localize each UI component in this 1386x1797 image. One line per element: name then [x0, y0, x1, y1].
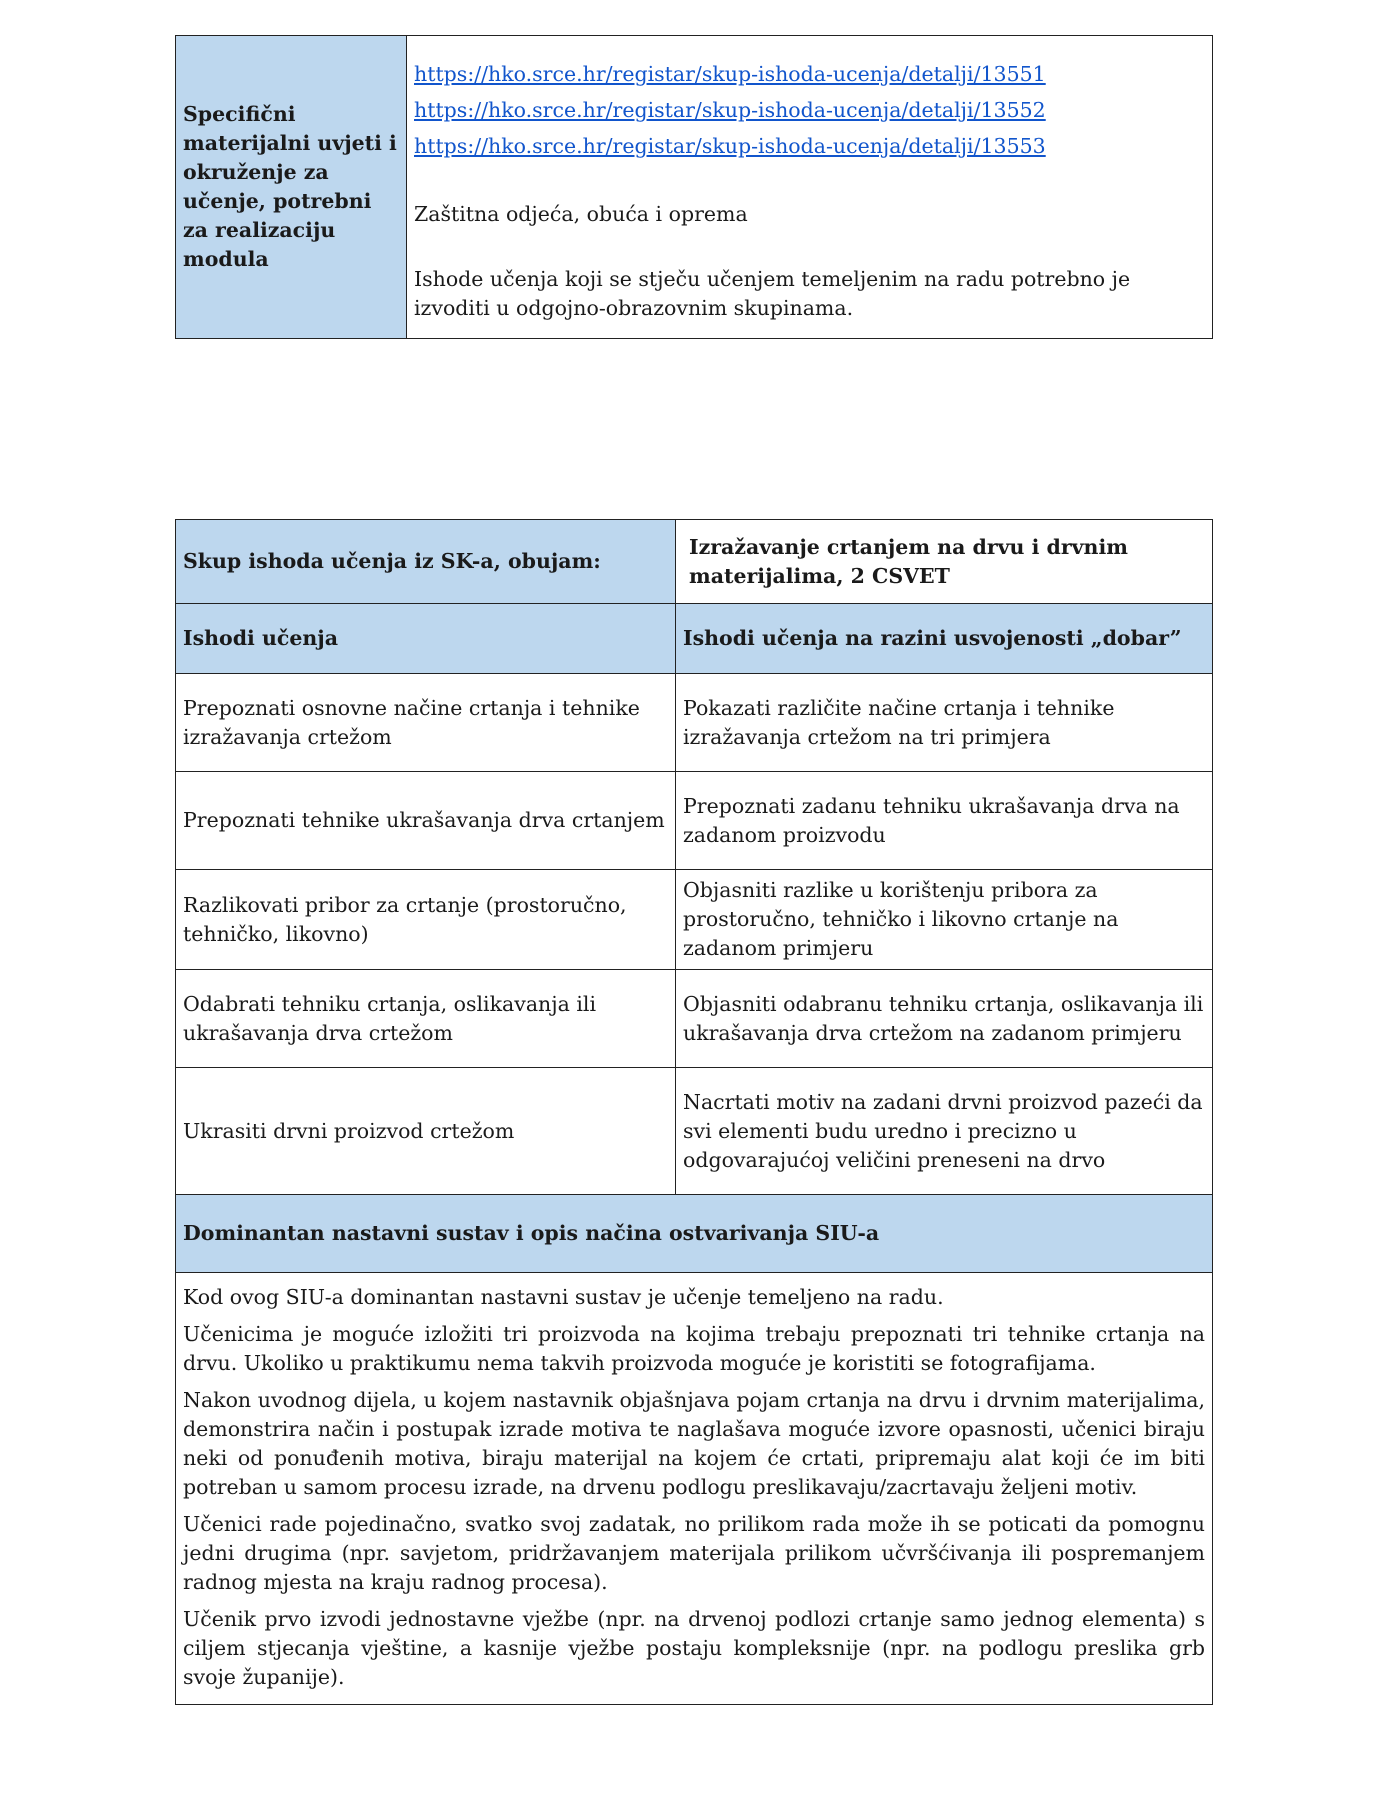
- hko-link-3[interactable]: https://hko.srce.hr/registar/skup-ishoda-ucenja/detalji/13553: [414, 134, 1046, 158]
- dominant-system-body-row: [176, 1273, 1213, 1705]
- materials-row: [176, 36, 1213, 339]
- outcome-cell: Razlikovati pribor za crtanje (prostoručno, tehničko, likovno): [176, 870, 676, 970]
- good-level-cell: Prepoznati zadanu tehniku ukrašavanja drva na zadanom proizvodu: [676, 772, 1213, 870]
- outcome-cell: Ukrasiti drvni proizvod crtežom: [176, 1068, 676, 1195]
- outcome-cell: Odabrati tehniku crtanja, oslikavanja ili ukrašavanja drva crtežom: [176, 970, 676, 1068]
- materials-label: Specifični materijalni uvjeti i okruženje za učenje, potrebni za realizaciju modula: [176, 36, 407, 339]
- good-level-cell: Objasniti razlike u korištenju pribora za prostoručno, tehničko i likovno crtanje na zadanom primjeru: [676, 870, 1213, 970]
- hko-link-1[interactable]: https://hko.srce.hr/registar/skup-ishoda-ucenja/detalji/13551: [414, 62, 1046, 86]
- column-titles-row: [176, 604, 1213, 674]
- equipment-text: Zaštitna odjeća, obuća i oprema: [414, 202, 748, 226]
- good-level-cell: Objasniti odabranu tehniku crtanja, oslikavanja ili ukrašavanja drva crtežom na zadanom primjeru: [676, 970, 1213, 1068]
- outcome-set-header-row: [176, 520, 1213, 604]
- table-row: [176, 870, 1213, 970]
- table-row: [176, 674, 1213, 772]
- group-note-text: Ishode učenja koji se stječu učenjem temeljenim na radu potrebno je izvoditi u odgojno-obrazovnim skupinama.: [414, 267, 1131, 320]
- outcome-set-label: Skup ishoda učenja iz SK-a, obujam:: [176, 520, 676, 604]
- good-level-cell: Pokazati različite načine crtanja i tehnike izražavanja crtežom na tri primjera: [676, 674, 1213, 772]
- table-row: [176, 1068, 1213, 1195]
- description-paragraph: Učenicima je moguće izložiti tri proizvoda na kojima trebaju prepoznati tri tehnike crtanja na drvu. Ukoliko u praktikumu nema takvih proizvoda moguće je koristiti se fotografijama.: [183, 1322, 1205, 1375]
- description-paragraph: Kod ovog SIU-a dominantan nastavni sustav je učenje temeljeno na radu.: [183, 1285, 944, 1309]
- description-paragraph: Učenik prvo izvodi jednostavne vježbe (npr. na drvenoj podlozi crtanje samo jednog elementa) s ciljem stjecanja vještine, a kasnije vježbe postaju kompleksnije (npr. na podlogu preslika grb svoje županije).: [183, 1607, 1205, 1689]
- table-row: [176, 772, 1213, 870]
- dominant-system-title: Dominantan nastavni sustav i opis načina ostvarivanja SIU-a: [176, 1195, 1213, 1273]
- good-level-cell: Nacrtati motiv na zadani drvni proizvod pazeći da svi elementi budu uredno i precizno u odgovarajućoj veličini preneseni na drvo: [676, 1068, 1213, 1195]
- materials-table: [175, 35, 1213, 339]
- table-row: [176, 970, 1213, 1068]
- dominant-system-description: [176, 1273, 1213, 1705]
- learning-outcomes-table: [175, 519, 1213, 1705]
- description-paragraph: Nakon uvodnog dijela, u kojem nastavnik objašnjava pojam crtanja na drvu i drvnim materijalima, demonstrira način i postupak izrade motiva te naglašava moguće izvore opasnosti, učenici biraju neki od ponuđenih motiva, biraju materijal na kojem će crtati, pripremaju alat koji će im biti potreban u samom procesu izrade, na drvenu podlogu preslikavaju/zacrtavaju željeni motiv.: [183, 1388, 1205, 1499]
- hko-link-2[interactable]: https://hko.srce.hr/registar/skup-ishoda-ucenja/detalji/13552: [414, 98, 1046, 122]
- materials-content: [407, 36, 1213, 339]
- outcome-set-value: Izražavanje crtanjem na drvu i drvnim materijalima, 2 CSVET: [676, 520, 1213, 604]
- outcome-cell: Prepoznati tehnike ukrašavanja drva crtanjem: [176, 772, 676, 870]
- dominant-system-header-row: [176, 1195, 1213, 1273]
- outcome-cell: Prepoznati osnovne načine crtanja i tehnike izražavanja crtežom: [176, 674, 676, 772]
- column-title-good-level: Ishodi učenja na razini usvojenosti „dobar”: [676, 604, 1213, 674]
- description-paragraph: Učenici rade pojedinačno, svatko svoj zadatak, no prilikom rada može ih se poticati da pomognu jedni drugima (npr. savjetom, pridržavanjem materijala prilikom učvršćivanja ili pospremanjem radnog mjesta na kraju radnog procesa).: [183, 1512, 1205, 1594]
- column-title-outcomes: Ishodi učenja: [176, 604, 676, 674]
